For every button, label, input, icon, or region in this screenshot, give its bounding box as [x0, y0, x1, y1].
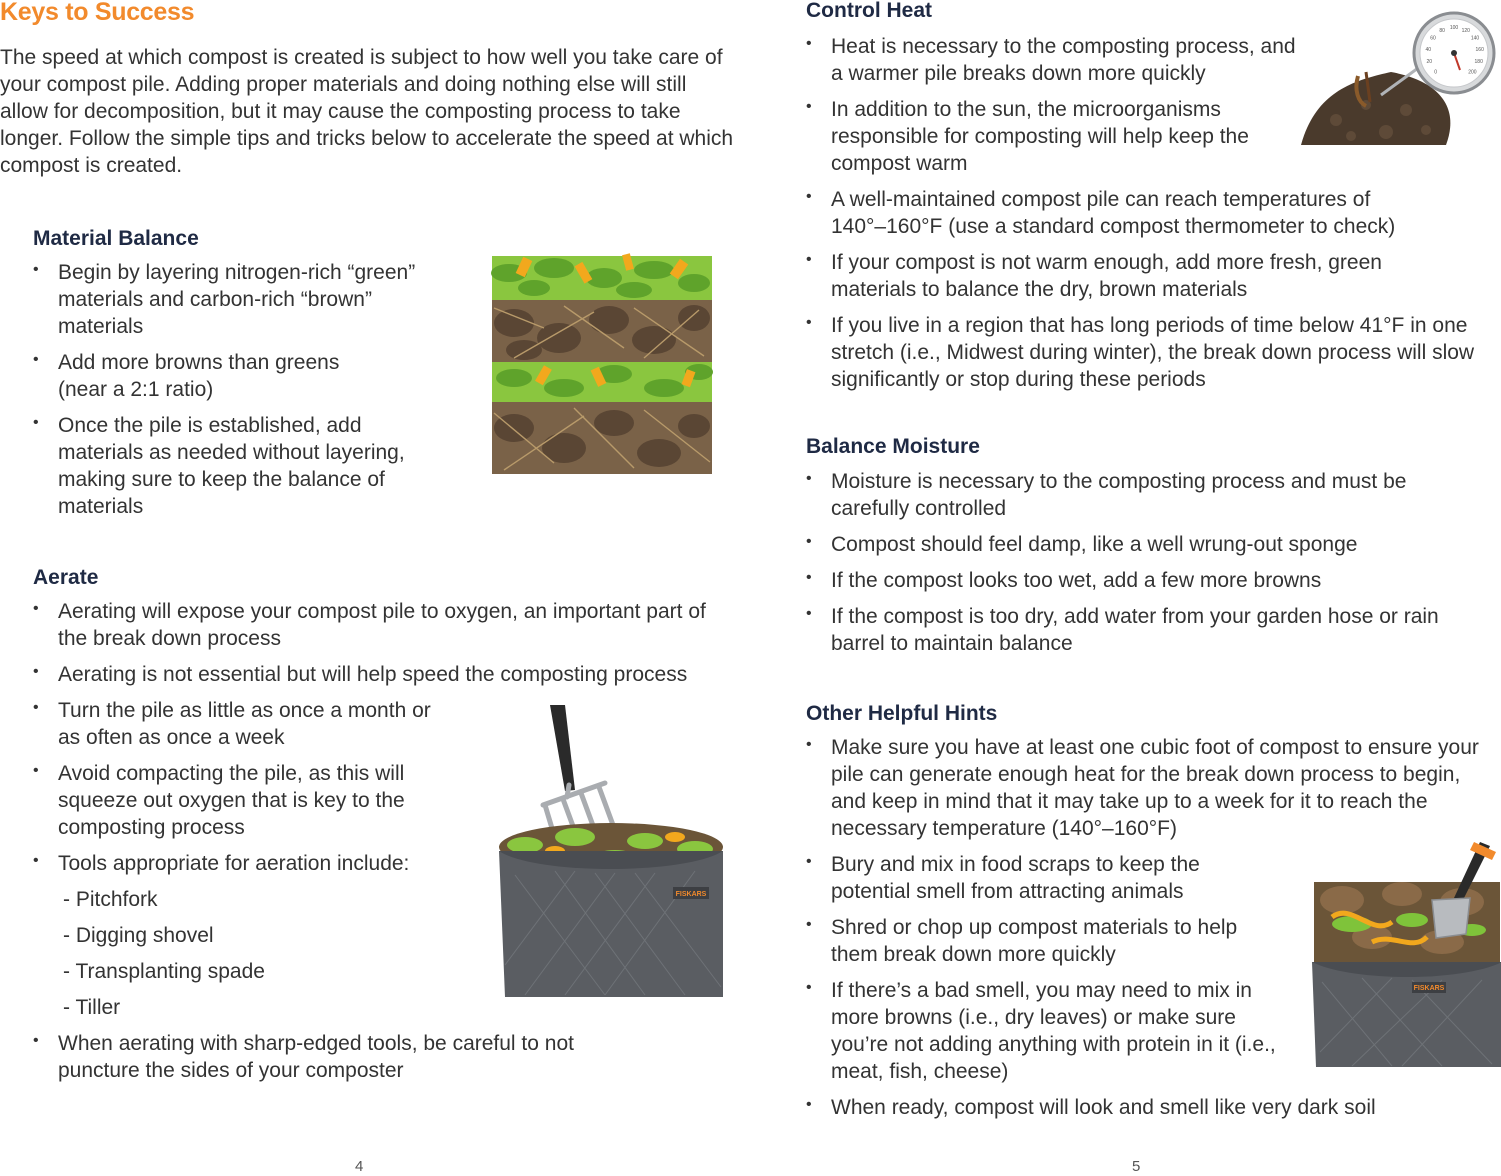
- list-item: • Tools appropriate for aeration include:: [33, 850, 478, 877]
- list-item: • Once the pile is established, add materials as needed without layering, making sure to keep the balance of materials: [33, 412, 418, 520]
- thermometer-tick-label: 80: [1439, 27, 1445, 34]
- thermometer-tick-label: 180: [1474, 59, 1483, 65]
- thermometer-tick-label: 120: [1461, 27, 1470, 34]
- list-item: • Aerating will expose your compost pile to oxygen, an important part of the break down process: [33, 598, 723, 652]
- list-item: • A well-maintained compost pile can reach temperatures of 140°–160°F (use a standard compost thermometer to check): [806, 186, 1431, 240]
- list-item: • If you live in a region that has long periods of time below 41°F in one stretch (i.e., Midwest during winter), the break down process will slow significantly or stop during these periods: [806, 312, 1496, 393]
- balance-moisture-list: [806, 468, 1496, 666]
- brand-label: FISKARS: [1413, 985, 1445, 992]
- green-layer-top: [491, 253, 712, 300]
- thermometer-icon: [1381, 13, 1494, 95]
- compost-top: [1314, 882, 1500, 972]
- thermometer-tick-label: 200: [1468, 69, 1477, 76]
- thermometer-tick-label: 160: [1475, 46, 1484, 53]
- composter-bin: [1312, 962, 1501, 1067]
- page-number: 4: [355, 1158, 364, 1175]
- list-item: • In addition to the sun, the microorganisms responsible for composting will help keep the compost warm: [806, 96, 1286, 177]
- list-item: - Transplanting spade: [63, 960, 265, 983]
- list-item: - Digging shovel: [63, 924, 214, 947]
- list-item: • Turn the pile as little as once a month or as often as once a week: [33, 697, 458, 751]
- section-title-material-balance: Material Balance: [33, 227, 199, 250]
- list-item: • Moisture is necessary to the composting process and must be carefully controlled: [806, 468, 1471, 522]
- composter-bin: [499, 851, 723, 997]
- list-item: • If your compost is not warm enough, add more fresh, green materials to balance the dry, brown materials: [806, 249, 1421, 303]
- list-item: • If the compost looks too wet, add a few more browns: [806, 567, 1496, 594]
- list-item: • Aerating is not essential but will help speed the composting process: [33, 661, 748, 688]
- list-item: • If the compost is too dry, add water from your garden hose or rain barrel to maintain balance: [806, 603, 1491, 657]
- compost-thermometer-illustration: [1296, 10, 1496, 160]
- thermometer-tick-label: 60: [1430, 35, 1436, 42]
- thermometer-tick-label: 140: [1470, 35, 1480, 42]
- layered-compost-illustration: [484, 248, 720, 484]
- list-item: • Heat is necessary to the composting process, and a warmer pile breaks down more quickly: [806, 33, 1296, 87]
- thermometer-tick-label: 40: [1425, 46, 1432, 53]
- section-title-control-heat: Control Heat: [806, 0, 932, 22]
- intro-paragraph: The speed at which compost is created is subject to how well you take care of your compost pile. Adding proper materials and doing nothing else will still allow for decomposition, but it may cause the composting process to take longer. Follow the simple tips and tricks below to accelerate the speed at which compost is created.: [0, 46, 734, 177]
- green-layer-bottom: [492, 362, 713, 402]
- list-item: • Shred or chop up compost materials to help them break down more quickly: [806, 914, 1241, 968]
- list-item: • When ready, compost will look and smell like very dark soil: [806, 1094, 1491, 1121]
- list-item: • If there’s a bad smell, you may need to mix in more browns (i.e., dry leaves) or make sure you’re not adding anything with protein in it (i.e., meat, fish, cheese): [806, 977, 1291, 1085]
- section-title-other-hints: Other Helpful Hints: [806, 702, 998, 725]
- thermometer-tick-label: 0: [1434, 69, 1437, 76]
- list-item: • When aerating with sharp-edged tools, be careful to not puncture the sides of your composter: [33, 1030, 588, 1084]
- list-item: • Compost should feel damp, like a well wrung-out sponge: [806, 531, 1496, 558]
- list-item: - Pitchfork: [63, 888, 158, 911]
- composter-pitchfork-illustration: [495, 705, 727, 997]
- composter-scoop-illustration: [1312, 842, 1501, 1067]
- material-balance-list: [33, 259, 453, 529]
- brown-layer-top: [492, 300, 712, 362]
- thermometer-tick-label: 20: [1426, 59, 1433, 65]
- list-item: • Begin by layering nitrogen-rich “green” materials and carbon-rich “brown” materials: [33, 259, 443, 340]
- brown-layer-bottom: [492, 402, 712, 474]
- list-item: - Tiller: [63, 996, 121, 1019]
- brand-label: FISKARS: [675, 891, 707, 898]
- list-item: • Bury and mix in food scraps to keep the potential smell from attracting animals: [806, 851, 1251, 905]
- section-title-balance-moisture: Balance Moisture: [806, 435, 980, 458]
- list-item: • Make sure you have at least one cubic foot of compost to ensure your pile can generate enough heat for the break down process to begin, and keep in mind that it may take up to a week for it to reach the necessary temperature (140°–160°F): [806, 734, 1501, 842]
- list-item: • Add more browns than greens (near a 2:1 ratio): [33, 349, 358, 403]
- thermometer-tick-label: 100: [1449, 25, 1459, 31]
- list-item: • Avoid compacting the pile, as this will squeeze out oxygen that is key to the composting process: [33, 760, 438, 841]
- page-title: Keys to Success: [0, 0, 195, 26]
- section-title-aerate: Aerate: [33, 566, 99, 589]
- page-number: 5: [1132, 1158, 1141, 1175]
